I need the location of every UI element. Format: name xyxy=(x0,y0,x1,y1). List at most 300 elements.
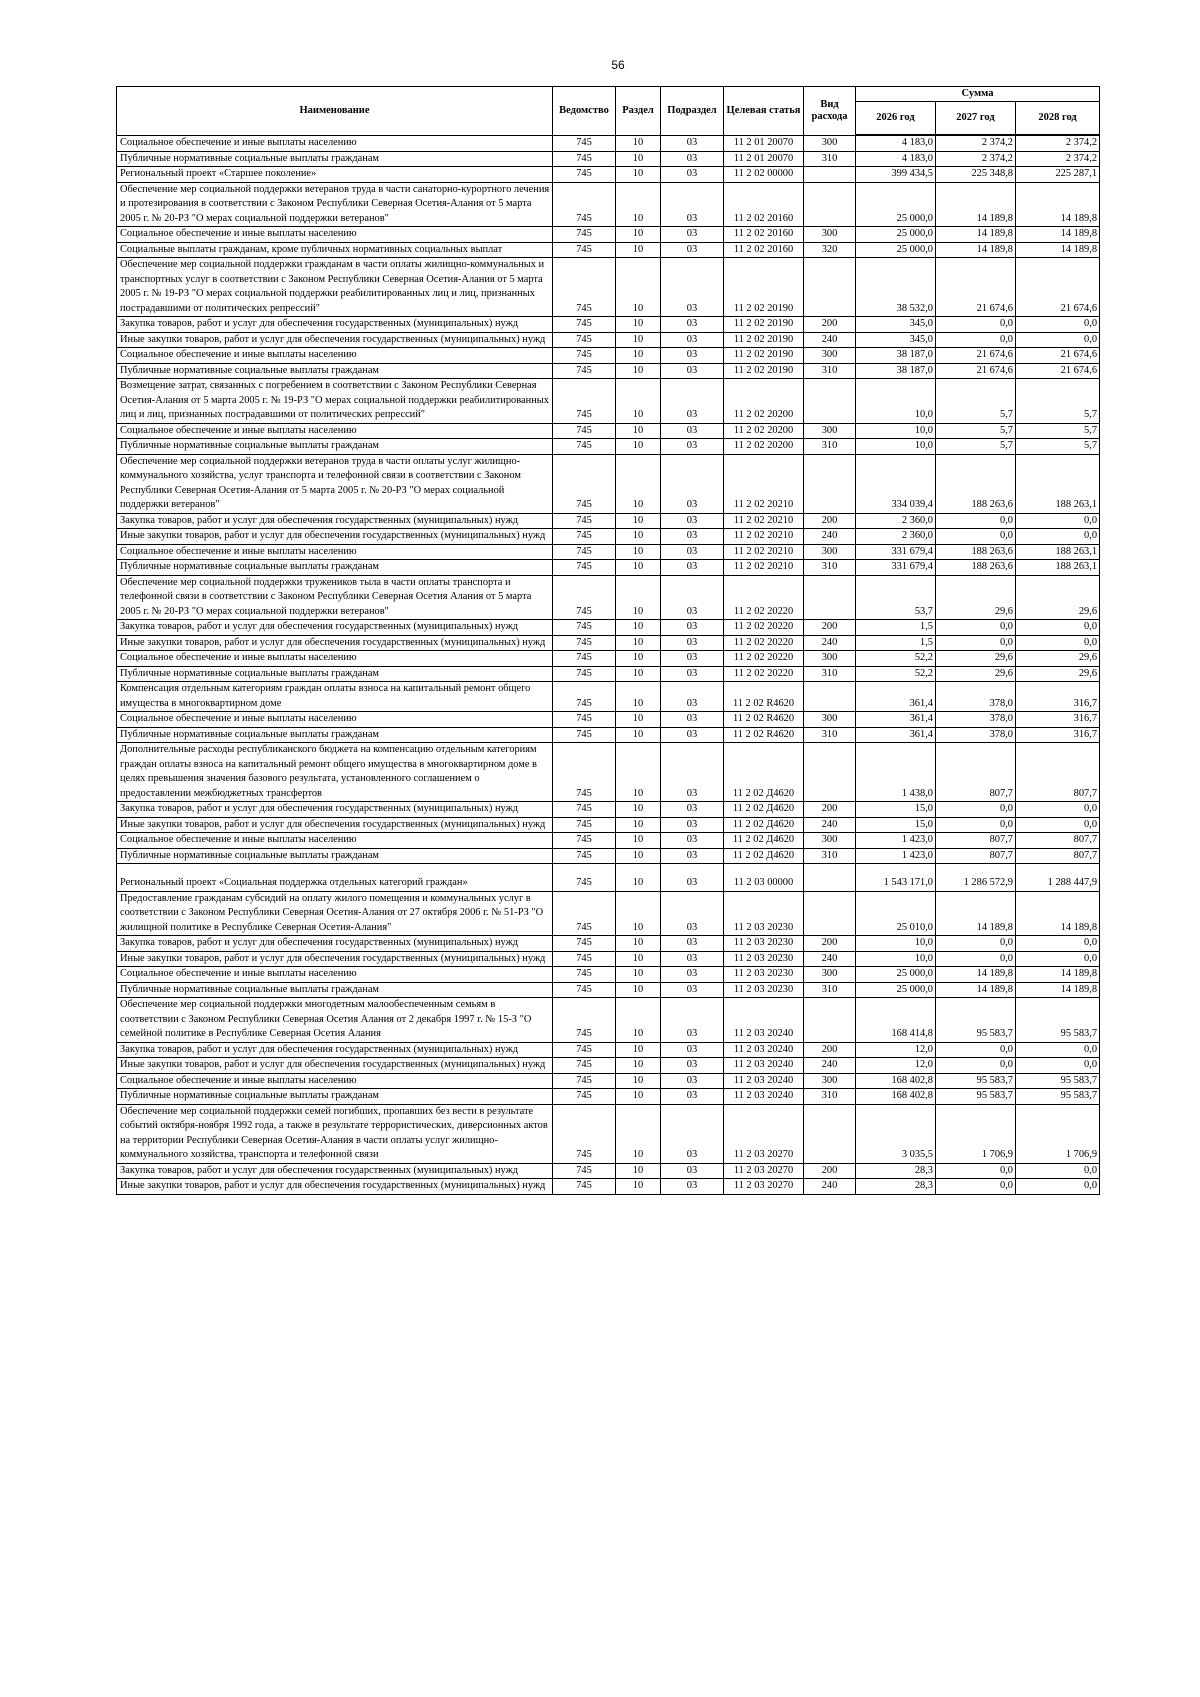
cell-ministry: 745 xyxy=(553,1042,616,1058)
cell-2026: 10,0 xyxy=(856,936,936,952)
cell-name: Публичные нормативные социальные выплаты гражданам xyxy=(117,439,553,455)
cell-2027: 0,0 xyxy=(936,951,1016,967)
cell-ministry: 745 xyxy=(553,620,616,636)
table-row xyxy=(117,864,1100,892)
cell-subsection: 03 xyxy=(661,727,724,743)
table-row xyxy=(117,1073,1100,1089)
cell-section: 10 xyxy=(616,1089,661,1105)
cell-target: 11 2 03 20230 xyxy=(724,967,804,983)
cell-name: Социальные выплаты гражданам, кроме публичных нормативных социальных выплат xyxy=(117,242,553,258)
cell-target: 11 2 02 00000 xyxy=(724,167,804,183)
cell-name: Закупка товаров, работ и услуг для обеспечения государственных (муниципальных) нужд xyxy=(117,620,553,636)
cell-subsection: 03 xyxy=(661,651,724,667)
cell-target: 11 2 02 20190 xyxy=(724,317,804,333)
cell-2026: 334 039,4 xyxy=(856,454,936,513)
cell-expense-type: 310 xyxy=(804,439,856,455)
cell-2028: 0,0 xyxy=(1016,1179,1100,1195)
cell-expense-type: 240 xyxy=(804,1179,856,1195)
cell-subsection: 03 xyxy=(661,182,724,227)
cell-2026: 3 035,5 xyxy=(856,1104,936,1163)
cell-target: 11 2 02 R4620 xyxy=(724,727,804,743)
cell-2028: 5,7 xyxy=(1016,379,1100,424)
cell-2028: 14 189,8 xyxy=(1016,242,1100,258)
cell-2027: 225 348,8 xyxy=(936,167,1016,183)
cell-section: 10 xyxy=(616,712,661,728)
cell-2027: 14 189,8 xyxy=(936,242,1016,258)
cell-subsection: 03 xyxy=(661,951,724,967)
table-body xyxy=(117,135,1100,1194)
table-row xyxy=(117,817,1100,833)
cell-target: 11 2 02 20160 xyxy=(724,227,804,243)
cell-expense-type xyxy=(804,998,856,1043)
cell-2028: 0,0 xyxy=(1016,620,1100,636)
cell-target: 11 2 02 20210 xyxy=(724,513,804,529)
cell-target: 11 2 02 20190 xyxy=(724,363,804,379)
table-row xyxy=(117,682,1100,712)
cell-2028: 95 583,7 xyxy=(1016,1073,1100,1089)
cell-name: Публичные нормативные социальные выплаты гражданам xyxy=(117,363,553,379)
cell-subsection: 03 xyxy=(661,544,724,560)
cell-subsection: 03 xyxy=(661,743,724,802)
cell-name: Закупка товаров, работ и услуг для обеспечения государственных (муниципальных) нужд xyxy=(117,317,553,333)
cell-2027: 0,0 xyxy=(936,635,1016,651)
cell-target: 11 2 03 20230 xyxy=(724,936,804,952)
cell-ministry: 745 xyxy=(553,513,616,529)
cell-subsection: 03 xyxy=(661,363,724,379)
cell-target: 11 2 02 20200 xyxy=(724,379,804,424)
cell-2026: 38 187,0 xyxy=(856,348,936,364)
cell-2027: 5,7 xyxy=(936,439,1016,455)
cell-2027: 0,0 xyxy=(936,317,1016,333)
cell-2028: 0,0 xyxy=(1016,936,1100,952)
cell-target: 11 2 02 20210 xyxy=(724,560,804,576)
cell-2028: 0,0 xyxy=(1016,529,1100,545)
table-row xyxy=(117,454,1100,513)
cell-target: 11 2 03 20240 xyxy=(724,1058,804,1074)
table-row xyxy=(117,712,1100,728)
cell-2028: 0,0 xyxy=(1016,1163,1100,1179)
cell-target: 11 2 02 20160 xyxy=(724,182,804,227)
cell-subsection: 03 xyxy=(661,635,724,651)
cell-subsection: 03 xyxy=(661,1163,724,1179)
cell-subsection: 03 xyxy=(661,817,724,833)
cell-section: 10 xyxy=(616,529,661,545)
cell-2026: 52,2 xyxy=(856,651,936,667)
cell-2028: 2 374,2 xyxy=(1016,135,1100,151)
cell-2028: 95 583,7 xyxy=(1016,1089,1100,1105)
cell-target: 11 2 03 20240 xyxy=(724,998,804,1043)
cell-subsection: 03 xyxy=(661,423,724,439)
cell-2026: 52,2 xyxy=(856,666,936,682)
table-row xyxy=(117,982,1100,998)
cell-section: 10 xyxy=(616,936,661,952)
cell-2027: 14 189,8 xyxy=(936,982,1016,998)
cell-section: 10 xyxy=(616,332,661,348)
cell-section: 10 xyxy=(616,151,661,167)
cell-target: 11 2 03 20240 xyxy=(724,1073,804,1089)
cell-2028: 316,7 xyxy=(1016,712,1100,728)
cell-ministry: 745 xyxy=(553,712,616,728)
cell-ministry: 745 xyxy=(553,348,616,364)
cell-2028: 21 674,6 xyxy=(1016,258,1100,317)
cell-expense-type: 240 xyxy=(804,635,856,651)
cell-name: Публичные нормативные социальные выплаты гражданам xyxy=(117,1089,553,1105)
cell-2026: 12,0 xyxy=(856,1042,936,1058)
cell-target: 11 2 02 20220 xyxy=(724,620,804,636)
cell-target: 11 2 02 20200 xyxy=(724,423,804,439)
cell-section: 10 xyxy=(616,635,661,651)
cell-expense-type: 240 xyxy=(804,817,856,833)
cell-name: Социальное обеспечение и иные выплаты населению xyxy=(117,651,553,667)
header-2027: 2027 год xyxy=(936,102,1016,136)
cell-subsection: 03 xyxy=(661,666,724,682)
cell-ministry: 745 xyxy=(553,1058,616,1074)
cell-expense-type: 310 xyxy=(804,982,856,998)
cell-ministry: 745 xyxy=(553,227,616,243)
cell-2027: 21 674,6 xyxy=(936,348,1016,364)
cell-2027: 14 189,8 xyxy=(936,967,1016,983)
cell-expense-type: 200 xyxy=(804,317,856,333)
cell-ministry: 745 xyxy=(553,833,616,849)
cell-ministry: 745 xyxy=(553,1073,616,1089)
cell-section: 10 xyxy=(616,575,661,620)
header-name: Наименование xyxy=(117,87,553,136)
cell-subsection: 03 xyxy=(661,1058,724,1074)
cell-2028: 29,6 xyxy=(1016,575,1100,620)
table-row xyxy=(117,348,1100,364)
cell-2027: 0,0 xyxy=(936,1042,1016,1058)
table-row xyxy=(117,833,1100,849)
cell-2027: 378,0 xyxy=(936,727,1016,743)
cell-section: 10 xyxy=(616,891,661,936)
cell-2026: 1,5 xyxy=(856,635,936,651)
cell-subsection: 03 xyxy=(661,227,724,243)
cell-section: 10 xyxy=(616,242,661,258)
cell-subsection: 03 xyxy=(661,936,724,952)
cell-target: 11 2 02 Д4620 xyxy=(724,833,804,849)
cell-2027: 21 674,6 xyxy=(936,363,1016,379)
cell-2027: 1 286 572,9 xyxy=(936,864,1016,892)
cell-2026: 331 679,4 xyxy=(856,560,936,576)
cell-2028: 0,0 xyxy=(1016,1042,1100,1058)
cell-ministry: 745 xyxy=(553,575,616,620)
cell-section: 10 xyxy=(616,1042,661,1058)
cell-subsection: 03 xyxy=(661,258,724,317)
cell-section: 10 xyxy=(616,348,661,364)
cell-expense-type: 200 xyxy=(804,802,856,818)
cell-expense-type: 310 xyxy=(804,848,856,864)
cell-2027: 95 583,7 xyxy=(936,1089,1016,1105)
page-number: 56 xyxy=(611,58,625,72)
cell-section: 10 xyxy=(616,423,661,439)
cell-name: Социальное обеспечение и иные выплаты населению xyxy=(117,227,553,243)
cell-section: 10 xyxy=(616,1179,661,1195)
cell-target: 11 2 02 Д4620 xyxy=(724,848,804,864)
cell-expense-type xyxy=(804,743,856,802)
cell-2027: 0,0 xyxy=(936,513,1016,529)
cell-name: Региональный проект «Старшее поколение» xyxy=(117,167,553,183)
cell-name: Социальное обеспечение и иные выплаты населению xyxy=(117,544,553,560)
table-row xyxy=(117,317,1100,333)
header-2026: 2026 год xyxy=(856,102,936,136)
cell-expense-type: 300 xyxy=(804,1073,856,1089)
cell-ministry: 745 xyxy=(553,666,616,682)
table-row xyxy=(117,332,1100,348)
cell-2026: 1 543 171,0 xyxy=(856,864,936,892)
cell-ministry: 745 xyxy=(553,743,616,802)
cell-2027: 0,0 xyxy=(936,529,1016,545)
cell-ministry: 745 xyxy=(553,135,616,151)
cell-subsection: 03 xyxy=(661,529,724,545)
cell-section: 10 xyxy=(616,439,661,455)
cell-section: 10 xyxy=(616,182,661,227)
cell-section: 10 xyxy=(616,802,661,818)
cell-section: 10 xyxy=(616,743,661,802)
table-row xyxy=(117,363,1100,379)
cell-target: 11 2 02 Д4620 xyxy=(724,817,804,833)
table-row xyxy=(117,575,1100,620)
cell-name: Предоставление гражданам субсидий на оплату жилого помещения и коммунальных услуг в соответствии с Законом Республики Северная Осетия-Алания от 27 октября 2006 г. № 51-РЗ "О жилищной политике в Республике Северная Осетия-Алания" xyxy=(117,891,553,936)
table-row xyxy=(117,891,1100,936)
cell-2026: 12,0 xyxy=(856,1058,936,1074)
cell-2028: 188 263,1 xyxy=(1016,454,1100,513)
cell-name: Публичные нормативные социальные выплаты гражданам xyxy=(117,727,553,743)
cell-ministry: 745 xyxy=(553,182,616,227)
cell-2028: 0,0 xyxy=(1016,1058,1100,1074)
cell-target: 11 2 02 R4620 xyxy=(724,712,804,728)
cell-target: 11 2 02 20190 xyxy=(724,258,804,317)
cell-subsection: 03 xyxy=(661,1073,724,1089)
cell-2026: 25 000,0 xyxy=(856,227,936,243)
cell-2026: 53,7 xyxy=(856,575,936,620)
cell-2027: 188 263,6 xyxy=(936,560,1016,576)
cell-2027: 0,0 xyxy=(936,1058,1016,1074)
cell-name: Публичные нормативные социальные выплаты гражданам xyxy=(117,666,553,682)
cell-section: 10 xyxy=(616,167,661,183)
cell-2027: 378,0 xyxy=(936,712,1016,728)
cell-ministry: 745 xyxy=(553,864,616,892)
table-row xyxy=(117,727,1100,743)
cell-ministry: 745 xyxy=(553,258,616,317)
cell-expense-type: 200 xyxy=(804,936,856,952)
cell-2027: 2 374,2 xyxy=(936,151,1016,167)
cell-target: 11 2 02 20220 xyxy=(724,651,804,667)
cell-section: 10 xyxy=(616,363,661,379)
cell-expense-type: 310 xyxy=(804,666,856,682)
table-row xyxy=(117,951,1100,967)
cell-2028: 807,7 xyxy=(1016,833,1100,849)
header-section: Раздел xyxy=(616,87,661,136)
cell-section: 10 xyxy=(616,317,661,333)
cell-2027: 378,0 xyxy=(936,682,1016,712)
cell-2027: 14 189,8 xyxy=(936,891,1016,936)
header-ministry: Ведомство xyxy=(553,87,616,136)
cell-section: 10 xyxy=(616,666,661,682)
cell-2027: 0,0 xyxy=(936,817,1016,833)
cell-2027: 188 263,6 xyxy=(936,454,1016,513)
cell-ministry: 745 xyxy=(553,891,616,936)
cell-2028: 0,0 xyxy=(1016,817,1100,833)
cell-expense-type: 300 xyxy=(804,712,856,728)
cell-name: Социальное обеспечение и иные выплаты населению xyxy=(117,1073,553,1089)
cell-section: 10 xyxy=(616,651,661,667)
header-subsection: Подраздел xyxy=(661,87,724,136)
cell-subsection: 03 xyxy=(661,1104,724,1163)
cell-section: 10 xyxy=(616,1163,661,1179)
cell-2028: 0,0 xyxy=(1016,513,1100,529)
cell-2028: 14 189,8 xyxy=(1016,967,1100,983)
cell-2026: 25 000,0 xyxy=(856,967,936,983)
cell-2028: 0,0 xyxy=(1016,332,1100,348)
cell-name: Обеспечение мер социальной поддержки гражданам в части оплаты жилищно-коммунальных и транспортных услуг в соответствии с Законом Республики Северная Осетия-Алания от 5 марта 2005 г. № 19-РЗ "О мерах социальной поддержки реабилитированных лиц и лиц, признанных пострадавшими от политических репрессий" xyxy=(117,258,553,317)
cell-ministry: 745 xyxy=(553,560,616,576)
table-row xyxy=(117,651,1100,667)
cell-2028: 2 374,2 xyxy=(1016,151,1100,167)
cell-2028: 0,0 xyxy=(1016,802,1100,818)
cell-2028: 21 674,6 xyxy=(1016,363,1100,379)
cell-2027: 0,0 xyxy=(936,1179,1016,1195)
cell-subsection: 03 xyxy=(661,439,724,455)
cell-2028: 29,6 xyxy=(1016,666,1100,682)
cell-2027: 95 583,7 xyxy=(936,998,1016,1043)
cell-section: 10 xyxy=(616,135,661,151)
cell-section: 10 xyxy=(616,258,661,317)
cell-subsection: 03 xyxy=(661,348,724,364)
cell-2027: 807,7 xyxy=(936,848,1016,864)
cell-expense-type: 240 xyxy=(804,332,856,348)
cell-target: 11 2 03 20230 xyxy=(724,891,804,936)
cell-target: 11 2 01 20070 xyxy=(724,151,804,167)
cell-2026: 361,4 xyxy=(856,682,936,712)
cell-2026: 38 187,0 xyxy=(856,363,936,379)
cell-2028: 188 263,1 xyxy=(1016,544,1100,560)
cell-2026: 1 423,0 xyxy=(856,848,936,864)
cell-2026: 4 183,0 xyxy=(856,135,936,151)
cell-expense-type: 200 xyxy=(804,620,856,636)
cell-section: 10 xyxy=(616,544,661,560)
cell-name: Дополнительные расходы республиканского бюджета на компенсацию отдельным категориям граждан оплаты взноса на капитальный ремонт общего имущества в многоквартирном доме в целях превышения значения базового результата, установленного соглашением о предоставлении межбюджетных трансфертов xyxy=(117,743,553,802)
cell-expense-type: 300 xyxy=(804,544,856,560)
cell-subsection: 03 xyxy=(661,1042,724,1058)
cell-2027: 14 189,8 xyxy=(936,227,1016,243)
cell-section: 10 xyxy=(616,227,661,243)
cell-2028: 0,0 xyxy=(1016,635,1100,651)
cell-target: 11 2 02 R4620 xyxy=(724,682,804,712)
cell-target: 11 2 03 20230 xyxy=(724,982,804,998)
cell-expense-type: 310 xyxy=(804,727,856,743)
cell-target: 11 2 02 20210 xyxy=(724,529,804,545)
cell-expense-type: 240 xyxy=(804,1058,856,1074)
cell-2026: 331 679,4 xyxy=(856,544,936,560)
cell-2027: 29,6 xyxy=(936,651,1016,667)
cell-2028: 1 288 447,9 xyxy=(1016,864,1100,892)
cell-name: Социальное обеспечение и иные выплаты населению xyxy=(117,348,553,364)
cell-ministry: 745 xyxy=(553,317,616,333)
cell-expense-type: 240 xyxy=(804,951,856,967)
cell-2028: 21 674,6 xyxy=(1016,348,1100,364)
cell-ministry: 745 xyxy=(553,242,616,258)
cell-ministry: 745 xyxy=(553,332,616,348)
header-expense-type: Вид расхода xyxy=(804,87,856,136)
cell-name: Закупка товаров, работ и услуг для обеспечения государственных (муниципальных) нужд xyxy=(117,1163,553,1179)
cell-expense-type: 320 xyxy=(804,242,856,258)
table-row xyxy=(117,529,1100,545)
cell-section: 10 xyxy=(616,620,661,636)
cell-2026: 10,0 xyxy=(856,423,936,439)
cell-ministry: 745 xyxy=(553,1089,616,1105)
cell-section: 10 xyxy=(616,454,661,513)
cell-subsection: 03 xyxy=(661,317,724,333)
cell-2028: 1 706,9 xyxy=(1016,1104,1100,1163)
table-row xyxy=(117,135,1100,151)
table-row xyxy=(117,666,1100,682)
cell-2026: 10,0 xyxy=(856,379,936,424)
cell-subsection: 03 xyxy=(661,151,724,167)
cell-name: Публичные нормативные социальные выплаты гражданам xyxy=(117,560,553,576)
cell-ministry: 745 xyxy=(553,998,616,1043)
cell-expense-type: 200 xyxy=(804,513,856,529)
cell-ministry: 745 xyxy=(553,439,616,455)
cell-section: 10 xyxy=(616,513,661,529)
cell-name: Публичные нормативные социальные выплаты гражданам xyxy=(117,848,553,864)
cell-ministry: 745 xyxy=(553,423,616,439)
cell-ministry: 745 xyxy=(553,151,616,167)
cell-ministry: 745 xyxy=(553,379,616,424)
cell-expense-type: 310 xyxy=(804,151,856,167)
cell-name: Социальное обеспечение и иные выплаты населению xyxy=(117,135,553,151)
cell-ministry: 745 xyxy=(553,951,616,967)
cell-2026: 2 360,0 xyxy=(856,529,936,545)
cell-2026: 2 360,0 xyxy=(856,513,936,529)
cell-expense-type: 300 xyxy=(804,135,856,151)
cell-2028: 95 583,7 xyxy=(1016,998,1100,1043)
cell-section: 10 xyxy=(616,560,661,576)
cell-section: 10 xyxy=(616,1073,661,1089)
cell-2026: 168 414,8 xyxy=(856,998,936,1043)
cell-subsection: 03 xyxy=(661,848,724,864)
cell-ministry: 745 xyxy=(553,682,616,712)
cell-name: Закупка товаров, работ и услуг для обеспечения государственных (муниципальных) нужд xyxy=(117,802,553,818)
cell-subsection: 03 xyxy=(661,135,724,151)
table-row xyxy=(117,635,1100,651)
cell-2026: 15,0 xyxy=(856,802,936,818)
cell-ministry: 745 xyxy=(553,635,616,651)
cell-target: 11 2 03 00000 xyxy=(724,864,804,892)
cell-name: Социальное обеспечение и иные выплаты населению xyxy=(117,712,553,728)
cell-subsection: 03 xyxy=(661,802,724,818)
cell-2027: 14 189,8 xyxy=(936,182,1016,227)
cell-section: 10 xyxy=(616,998,661,1043)
cell-ministry: 745 xyxy=(553,848,616,864)
cell-expense-type: 300 xyxy=(804,833,856,849)
cell-2026: 28,3 xyxy=(856,1163,936,1179)
cell-name: Иные закупки товаров, работ и услуг для обеспечения государственных (муниципальных) нужд xyxy=(117,529,553,545)
table-row xyxy=(117,936,1100,952)
cell-target: 11 2 03 20270 xyxy=(724,1104,804,1163)
budget-table xyxy=(116,86,1100,1195)
cell-name: Обеспечение мер социальной поддержки тружеников тыла в части оплаты транспорта и телефонной связи в соответствии с Законом Республики Северная Осетия Алания от 5 марта 2005 г. № 20-РЗ "О мерах социальной поддержки ветеранов" xyxy=(117,575,553,620)
cell-subsection: 03 xyxy=(661,1089,724,1105)
cell-target: 11 2 02 20220 xyxy=(724,635,804,651)
cell-target: 11 2 02 Д4620 xyxy=(724,802,804,818)
cell-name: Возмещение затрат, связанных с погребением в соответствии с Законом Республики Северная Осетия-Алания от 5 марта 2005 г. № 19-РЗ "О мерах социальной поддержки реабилитированных лиц и лиц, признанных пострадавшими от политических репрессий" xyxy=(117,379,553,424)
cell-subsection: 03 xyxy=(661,379,724,424)
cell-name: Закупка товаров, работ и услуг для обеспечения государственных (муниципальных) нужд xyxy=(117,1042,553,1058)
cell-2027: 0,0 xyxy=(936,332,1016,348)
cell-subsection: 03 xyxy=(661,620,724,636)
cell-target: 11 2 02 20210 xyxy=(724,544,804,560)
cell-name: Обеспечение мер социальной поддержки ветеранов труда в части оплаты услуг жилищно-коммунального хозяйства, услуг транспорта и телефонной связи в соответствии с Законом Республики Северная Осетия-Алания от 5 марта 2005 г. № 20-РЗ "О мерах социальной поддержки ветеранов" xyxy=(117,454,553,513)
